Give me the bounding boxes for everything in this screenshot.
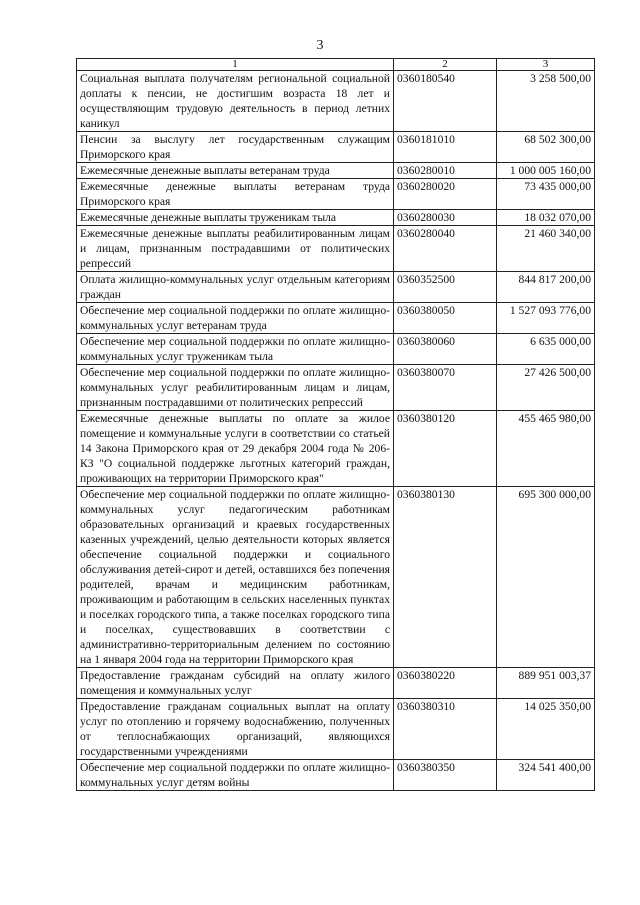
row-amount-cell: 18 032 070,00 bbox=[497, 210, 595, 226]
table-row bbox=[77, 210, 595, 226]
row-amount-cell: 455 465 980,00 bbox=[497, 411, 595, 487]
row-name-cell: Обеспечение мер социальной поддержки по оплате жилищно-коммунальных услуг педагогическим работникам образовательных организаций и краевых государственных казенных учреждений, целью деятельности которых является обеспечение социальной поддержки и социального обслуживания детей-сирот и детей, оставшихся без попечения родителей, врачам и медицинским работникам, проживающим и работающим в сельских населенных пунктах и поселках городского типа, а также поселках городского типа и поселках, существовавших в соответствии с административно-территориальным делением по состоянию на 1 января 2004 года на территории Приморского края bbox=[77, 487, 394, 668]
row-amount-cell: 21 460 340,00 bbox=[497, 226, 595, 272]
table-row bbox=[77, 760, 595, 791]
row-name-cell: Ежемесячные денежные выплаты по оплате за жилое помещение и коммунальные услуги в соответствии со статьей 14 Закона Приморского края от 29 декабря 2004 года № 206-КЗ "О социальной поддержке льготных категорий граждан, проживающих на территории Приморского края" bbox=[77, 411, 394, 487]
row-name-cell: Обеспечение мер социальной поддержки по оплате жилищно-коммунальных услуг ветеранам труда bbox=[77, 303, 394, 334]
row-amount-cell: 1 527 093 776,00 bbox=[497, 303, 595, 334]
row-amount-cell: 68 502 300,00 bbox=[497, 132, 595, 163]
row-code-cell: 0360280040 bbox=[394, 226, 497, 272]
table-row bbox=[77, 132, 595, 163]
table-row bbox=[77, 699, 595, 760]
table-row bbox=[77, 668, 595, 699]
table-row bbox=[77, 334, 595, 365]
row-code-cell: 0360380050 bbox=[394, 303, 497, 334]
row-name-cell: Ежемесячные денежные выплаты реабилитированным лицам и лицам, признанным пострадавшими от политических репрессий bbox=[77, 226, 394, 272]
column-header-1: 1 bbox=[77, 59, 394, 71]
column-header-3: 3 bbox=[497, 59, 595, 71]
row-amount-cell: 1 000 005 160,00 bbox=[497, 163, 595, 179]
row-code-cell: 0360380060 bbox=[394, 334, 497, 365]
row-amount-cell: 3 258 500,00 bbox=[497, 71, 595, 132]
row-amount-cell: 6 635 000,00 bbox=[497, 334, 595, 365]
table-row bbox=[77, 487, 595, 668]
row-code-cell: 0360280020 bbox=[394, 179, 497, 210]
row-code-cell: 0360380350 bbox=[394, 760, 497, 791]
row-code-cell: 0360280030 bbox=[394, 210, 497, 226]
row-code-cell: 0360380310 bbox=[394, 699, 497, 760]
table-row bbox=[77, 411, 595, 487]
row-code-cell: 0360380220 bbox=[394, 668, 497, 699]
table-header-row bbox=[77, 59, 595, 71]
row-amount-cell: 695 300 000,00 bbox=[497, 487, 595, 668]
row-name-cell: Обеспечение мер социальной поддержки по оплате жилищно-коммунальных услуг реабилитированным лицам и лицам, признанным пострадавшими от политических репрессий bbox=[77, 365, 394, 411]
page-number: 3 bbox=[316, 38, 324, 53]
row-amount-cell: 324 541 400,00 bbox=[497, 760, 595, 791]
row-name-cell: Обеспечение мер социальной поддержки по оплате жилищно-коммунальных услуг детям войны bbox=[77, 760, 394, 791]
row-code-cell: 0360280010 bbox=[394, 163, 497, 179]
table-row bbox=[77, 226, 595, 272]
row-code-cell: 0360380130 bbox=[394, 487, 497, 668]
row-code-cell: 0360380120 bbox=[394, 411, 497, 487]
row-name-cell: Предоставление гражданам социальных выплат на оплату услуг по отоплению и горячему водоснабжению, полученных от теплоснабжающих организаций, являющихся государственными учреждениями bbox=[77, 699, 394, 760]
row-name-cell: Ежемесячные денежные выплаты ветеранам труда Приморского края bbox=[77, 179, 394, 210]
table-row bbox=[77, 365, 595, 411]
row-amount-cell: 14 025 350,00 bbox=[497, 699, 595, 760]
row-name-cell: Обеспечение мер социальной поддержки по оплате жилищно-коммунальных услуг труженикам тыла bbox=[77, 334, 394, 365]
row-amount-cell: 73 435 000,00 bbox=[497, 179, 595, 210]
table-row bbox=[77, 179, 595, 210]
row-code-cell: 0360380070 bbox=[394, 365, 497, 411]
table-row bbox=[77, 272, 595, 303]
row-name-cell: Оплата жилищно-коммунальных услуг отдельным категориям граждан bbox=[77, 272, 394, 303]
row-name-cell: Социальная выплата получателям региональной социальной доплаты к пенсии, не достигшим возраста 18 лет и осуществляющим трудовую деятельность в период летних каникул bbox=[77, 71, 394, 132]
table-row bbox=[77, 71, 595, 132]
row-code-cell: 0360180540 bbox=[394, 71, 497, 132]
row-amount-cell: 889 951 003,37 bbox=[497, 668, 595, 699]
column-header-2: 2 bbox=[394, 59, 497, 71]
row-name-cell: Ежемесячные денежные выплаты ветеранам труда bbox=[77, 163, 394, 179]
row-name-cell: Предоставление гражданам субсидий на оплату жилого помещения и коммунальных услуг bbox=[77, 668, 394, 699]
row-code-cell: 0360352500 bbox=[394, 272, 497, 303]
row-name-cell: Пенсии за выслугу лет государственным служащим Приморского края bbox=[77, 132, 394, 163]
row-amount-cell: 27 426 500,00 bbox=[497, 365, 595, 411]
budget-table bbox=[76, 58, 595, 791]
row-name-cell: Ежемесячные денежные выплаты труженикам тыла bbox=[77, 210, 394, 226]
row-amount-cell: 844 817 200,00 bbox=[497, 272, 595, 303]
table-row bbox=[77, 303, 595, 334]
table-row bbox=[77, 163, 595, 179]
row-code-cell: 0360181010 bbox=[394, 132, 497, 163]
